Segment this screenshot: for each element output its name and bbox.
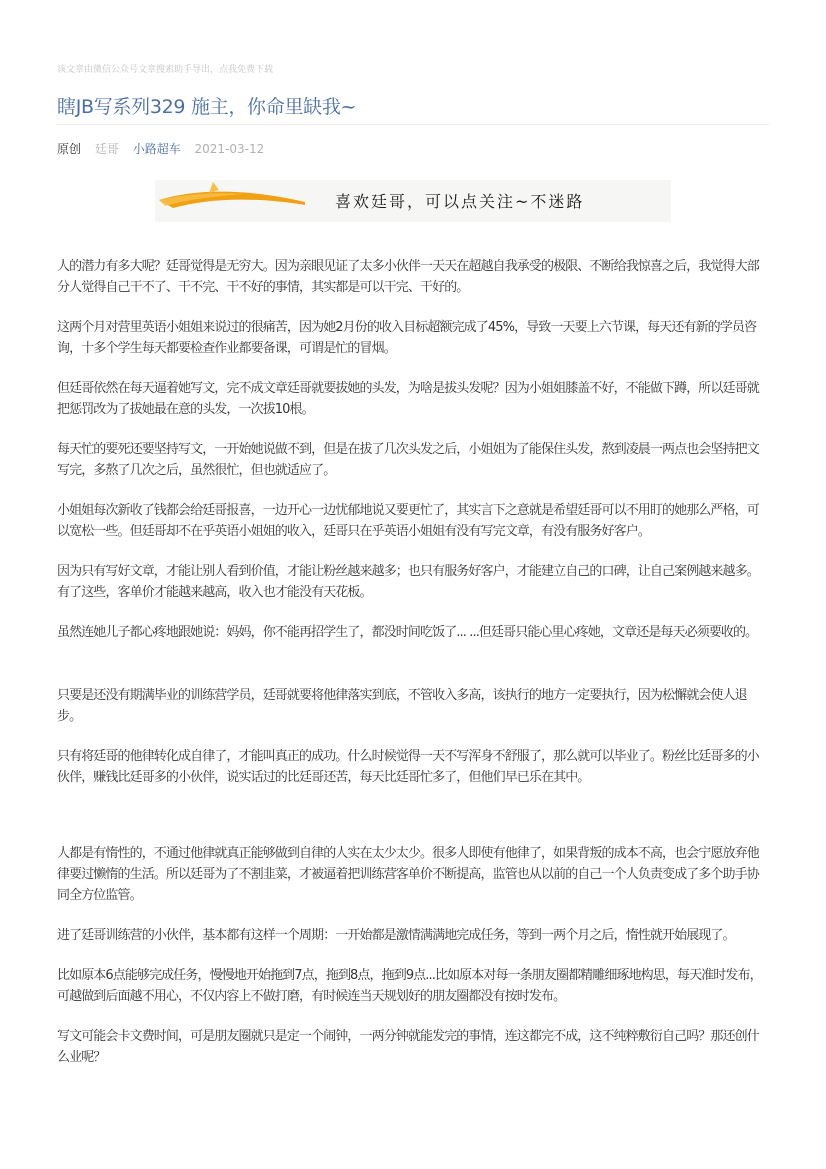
paragraph: 因为只有写好文章，才能让别人看到价值，才能让粉丝越来越多；也只有服务好客户，才能建立自己的口碑，让自己案例越来越多。有了这些，客单价才能越来越高，收入也才能没有天花板。 — [57, 564, 759, 600]
paragraph: 比如原本6点能够完成任务，慢慢地开始拖到7点，拖到8点，拖到9点...比如原本对每一条朋友圈都精雕细琢地构思，每天准时发布，可越做到后面越不用心，不仅内容上不做打磨，有时候连当天规划好的朋友圈都没有按时发布。 — [57, 968, 762, 1004]
paragraph: 人的潜力有多大呢？廷哥觉得是无穷大。因为亲眼见证了太多小伙伴一天天在超越自我承受的极限、不断给我惊喜之后，我觉得大部分人觉得自己干不了、干不完、干不好的事情，其实都是可以干完、干好的。 — [57, 259, 759, 295]
follow-banner — [155, 180, 671, 222]
paragraph: 但廷哥依然在每天逼着她写文，完不成文章廷哥就要拔她的头发，为啥是拔头发呢？因为小姐姐膝盖不好，不能做下蹲，所以廷哥就把惩罚改为了拔她最在意的头发，一次拔10根。 — [57, 381, 759, 417]
author-name: 廷哥 — [94, 142, 119, 156]
paragraph: 每天忙的要死还要坚持写文，一开始她说做不到，但是在拔了几次头发之后，小姐姐为了能保住头发，熬到凌晨一两点也会坚持把文写完，多熬了几次之后，虽然很忙，但也就适应了。 — [57, 442, 759, 478]
account-name-link[interactable]: 小路超车 — [132, 142, 181, 156]
article-title: 瞎JB写系列329 施主，你命里缺我~ — [57, 96, 357, 118]
curved-arrow-icon — [155, 180, 325, 222]
paragraph: 只有将廷哥的他律转化成自律了，才能叫真正的成功。什么时候觉得一天不写浑身不舒服了，那么就可以毕业了。粉丝比廷哥多的小伙伴，赚钱比廷哥多的小伙伴，说实话过的比廷哥还苦，每天比廷哥忙多了，但他们早已乐在其中。 — [57, 749, 759, 785]
original-tag: 原创 — [57, 142, 82, 156]
title-divider — [57, 124, 769, 125]
paragraph: 只要是还没有期满毕业的训练营学员，廷哥就要将他律落实到底，不管收入多高，该执行的地方一定要执行，因为松懈就会使人退步。 — [57, 688, 747, 724]
article-body — [57, 256, 769, 1087]
publish-date: 2021-03-12 — [194, 142, 265, 156]
paragraph: 写文可能会卡文费时间，可是朋友圈就只是定一个闹钟，一两分钟就能发完的事情，连这都完不成，这不纯粹敷衍自己吗？那还创什么业呢？ — [57, 1029, 759, 1065]
paragraph: 虽然连她儿子都心疼地跟她说：妈妈，你不能再招学生了，都没时间吃饭了... ...但廷哥只能心里心疼她，文章还是每天必须要收的。 — [57, 625, 758, 640]
paragraph: 进了廷哥训练营的小伙伴，基本都有这样一个周期：一开始都是激情满满地完成任务，等到一两个月之后，惰性就开始展现了。 — [57, 928, 735, 943]
paragraph: 小姐姐每次新收了钱都会给廷哥报喜，一边开心一边忧郁地说又要更忙了，其实言下之意就是希望廷哥可以不用盯的她那么严格，可以宽松一些。但廷哥却不在乎英语小姐姐的收入，廷哥只在乎英语小姐姐有没有写完文章，有没有服务好客户。 — [57, 503, 759, 539]
paragraph: 人都是有惰性的，不通过他律就真正能够做到自律的人实在太少太少。很多人即使有他律了，如果背叛的成本不高，也会宁愿放弃他律要过懒惰的生活。所以廷哥为了不割韭菜，才被逼着把训练营客单价不断提高，监管也从以前的自己一个人负责变成了多个助手协同全方位监管。 — [57, 846, 759, 903]
export-source-link[interactable]: 该文章由微信公众号文章搜索助手导出，点我免费下载 — [57, 65, 274, 75]
article-meta — [57, 140, 274, 157]
banner-text: 喜欢廷哥，可以点关注~不迷路 — [335, 192, 585, 211]
paragraph: 这两个月对营里英语小姐姐来说过的很痛苦，因为她2月份的收入目标超额完成了45%，导致一天要上六节课，每天还有新的学员咨询，十多个学生每天都要检查作业都要备课，可谓是忙的冒烟。 — [57, 320, 757, 356]
